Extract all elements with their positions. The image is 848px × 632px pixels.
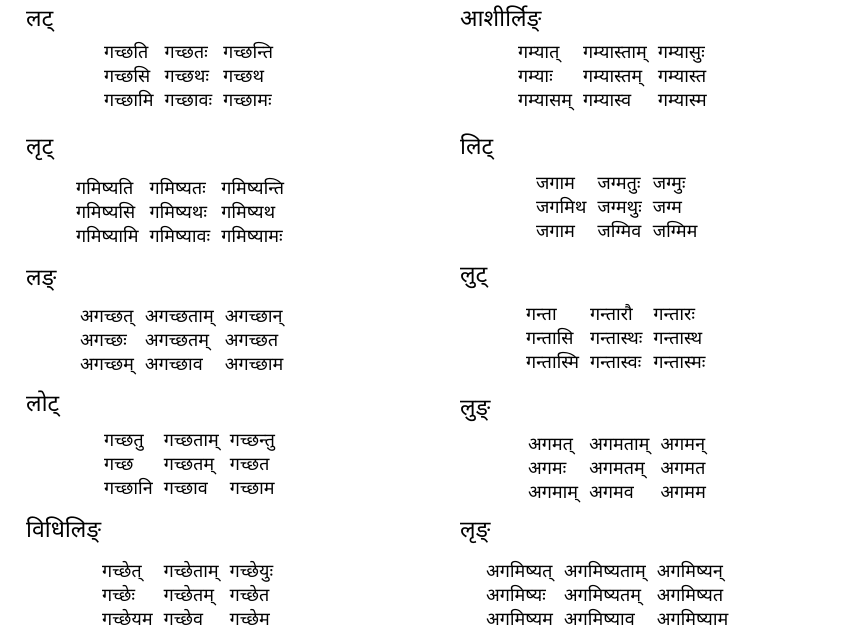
table-cell: गच्छेव — [163, 609, 203, 630]
table-cell: अगच्छः — [80, 330, 127, 351]
table-cell: गम्यास्ताम् — [583, 42, 647, 63]
table-cell: गमिष्यन्ति — [221, 178, 285, 199]
table-cell: अगमिष्याम — [656, 609, 729, 630]
table-cell: गम्यासुः — [657, 42, 705, 63]
table-cell: अगच्छाव — [144, 354, 203, 375]
table-cell: गन्तारौ — [590, 304, 633, 325]
table-row — [104, 477, 286, 501]
table-cell: अगच्छत — [224, 330, 279, 351]
table-cell: अगमतम् — [589, 458, 645, 479]
table-cell: गच्छावः — [164, 90, 213, 111]
table-row — [536, 220, 708, 244]
table-cell: गमिष्यथः — [149, 202, 208, 223]
table-cell: गन्तास्वः — [590, 352, 642, 373]
tense-heading: लोट् — [26, 391, 60, 417]
table-cell: गच्छथः — [164, 66, 209, 87]
table-cell: गम्यास्म — [657, 90, 707, 111]
table-cell: गच्छेयम — [102, 609, 153, 630]
tense-heading: विधिलिङ् — [26, 517, 102, 543]
table-cell: गच्छामि — [104, 90, 154, 111]
table-cell: जग्मुः — [652, 173, 686, 194]
table-row — [518, 65, 718, 89]
conjugation-table — [102, 560, 284, 632]
table-cell: गच्छेत् — [102, 561, 142, 582]
table-cell: गच्छेतम् — [163, 585, 214, 606]
table-cell: अगच्छम् — [80, 354, 134, 375]
table-row — [104, 65, 284, 89]
table-row — [528, 481, 717, 505]
table-cell: गच्छेम — [229, 609, 270, 630]
table-cell: अगच्छतम् — [144, 330, 210, 351]
table-row — [486, 584, 739, 608]
table-cell: गमिष्यामः — [221, 226, 283, 247]
table-cell: गन्तास्मि — [526, 352, 580, 373]
table-cell: गच्छन्ति — [223, 42, 273, 63]
table-row — [526, 351, 716, 375]
table-row — [518, 89, 718, 113]
table-row — [102, 608, 284, 632]
table-cell: अगमिष्यम — [486, 609, 553, 630]
table-cell: जग्मिव — [597, 221, 642, 242]
table-cell: गच्छेत — [229, 585, 270, 606]
table-cell: अगमव — [589, 482, 634, 503]
table-cell: गन्तास्थ — [653, 328, 703, 349]
table-cell: गच्छताम् — [163, 430, 219, 451]
table-row — [80, 305, 294, 329]
table-row — [76, 177, 295, 201]
table-cell: गन्ता — [526, 304, 557, 325]
table-cell: अगमिष्यताम् — [563, 561, 646, 582]
table-row — [102, 560, 284, 584]
table-cell: गच्छाव — [163, 478, 208, 499]
table-cell: गच्छत — [229, 454, 270, 475]
table-cell: गन्तासि — [526, 328, 574, 349]
tense-heading: लुङ् — [460, 395, 491, 421]
table-row — [518, 41, 718, 65]
table-cell: गच्छामः — [223, 90, 272, 111]
conjugation-table — [528, 433, 717, 505]
table-row — [526, 303, 716, 327]
table-cell: गमिष्यामि — [76, 226, 139, 247]
table-row — [102, 584, 284, 608]
table-row — [76, 201, 295, 225]
table-cell: अगमिष्याव — [563, 609, 635, 630]
tense-heading: लिट् — [460, 134, 494, 160]
table-row — [528, 433, 717, 457]
table-row — [104, 41, 284, 65]
tense-heading: लट् — [26, 6, 54, 32]
table-cell: अगमिष्यत — [656, 585, 724, 606]
table-cell: गन्तारः — [653, 304, 696, 325]
conjugation-table — [536, 172, 708, 244]
tense-heading: लुट् — [460, 262, 488, 288]
tense-heading: लृङ् — [460, 517, 491, 543]
table-row — [76, 225, 295, 249]
table-cell: गमिष्यति — [76, 178, 134, 199]
conjugation-table — [486, 560, 739, 632]
table-cell: जगाम — [536, 221, 575, 242]
table-cell: गच्छेताम् — [163, 561, 219, 582]
table-cell: गम्याः — [518, 66, 553, 87]
table-row — [536, 196, 708, 220]
table-cell: जग्म — [652, 197, 682, 218]
table-row — [80, 353, 294, 377]
table-row — [536, 172, 708, 196]
table-cell: गन्तास्थः — [590, 328, 643, 349]
table-row — [528, 457, 717, 481]
table-cell: गच्छेयुः — [229, 561, 274, 582]
table-cell: गच्छेः — [102, 585, 136, 606]
table-cell: जग्मतुः — [597, 173, 641, 194]
table-cell: गम्यास्त — [657, 66, 707, 87]
table-cell: अगमत् — [528, 434, 573, 455]
table-cell: गमिष्यथ — [221, 202, 276, 223]
table-cell: अगमः — [528, 458, 567, 479]
table-row — [104, 89, 284, 113]
table-cell: गमिष्यसि — [76, 202, 136, 223]
table-cell: अगच्छताम् — [144, 306, 214, 327]
table-cell: जगाम — [536, 173, 575, 194]
table-row — [486, 560, 739, 584]
table-cell: अगमन् — [660, 434, 706, 455]
table-cell: गच्छ — [104, 454, 134, 475]
table-cell: अगमिष्यत् — [486, 561, 553, 582]
table-cell: गच्छाम — [229, 478, 275, 499]
conjugation-table — [518, 41, 718, 113]
table-row — [104, 453, 286, 477]
table-cell: अगमताम् — [589, 434, 650, 455]
table-cell: गमिष्यावः — [149, 226, 211, 247]
table-cell: गमिष्यतः — [149, 178, 206, 199]
table-cell: गच्छसि — [104, 66, 151, 87]
table-cell: गच्छतः — [164, 42, 208, 63]
table-cell: गन्तास्मः — [653, 352, 706, 373]
tense-heading: लङ् — [26, 265, 57, 291]
table-row — [486, 608, 739, 632]
table-cell: गच्छतम् — [163, 454, 215, 475]
table-cell: अगच्छाम — [224, 354, 284, 375]
table-cell: जग्मथुः — [597, 197, 642, 218]
table-cell: गच्छथ — [223, 66, 265, 87]
table-cell: गम्यासम् — [518, 90, 573, 111]
table-cell: अगच्छान् — [224, 306, 283, 327]
table-cell: जगमिथ — [536, 197, 587, 218]
table-cell: अगमिष्यतम् — [563, 585, 642, 606]
table-cell: गच्छतु — [104, 430, 144, 451]
table-cell: गच्छन्तु — [229, 430, 275, 451]
table-cell: गम्यास्तम् — [583, 66, 643, 87]
table-cell: जग्मिम — [652, 221, 698, 242]
table-row — [80, 329, 294, 353]
table-cell: गच्छानि — [104, 478, 153, 499]
table-cell: अगमम — [660, 482, 706, 503]
table-cell: अगमिष्यन् — [656, 561, 723, 582]
table-cell: गम्यात् — [518, 42, 560, 63]
table-cell: अगमाम् — [528, 482, 579, 503]
table-row — [104, 429, 286, 453]
tense-heading: आशीर्लिङ् — [460, 6, 542, 32]
conjugation-table — [104, 41, 284, 113]
table-cell: गम्यास्व — [583, 90, 632, 111]
table-cell: अगच्छत् — [80, 306, 134, 327]
table-cell: अगमत — [660, 458, 706, 479]
table-cell: गच्छति — [104, 42, 149, 63]
conjugation-table — [104, 429, 286, 501]
conjugation-table — [526, 303, 716, 375]
conjugation-table — [80, 305, 294, 377]
table-cell: अगमिष्यः — [486, 585, 546, 606]
conjugation-table — [76, 177, 295, 249]
table-row — [526, 327, 716, 351]
tense-heading: लृट् — [26, 134, 54, 160]
